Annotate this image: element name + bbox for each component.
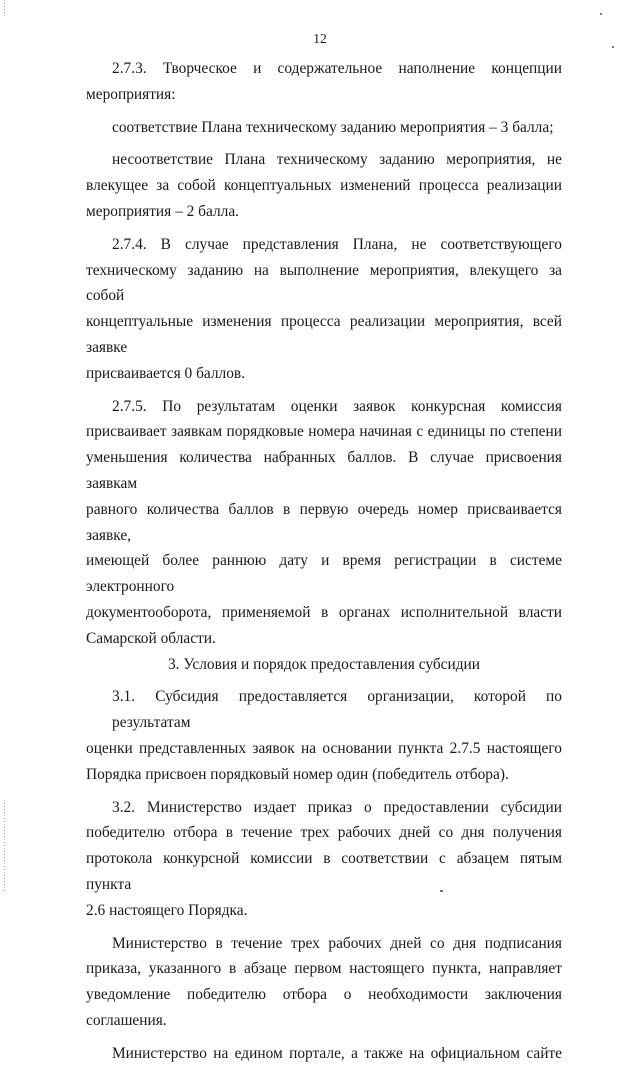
text-line: оценки представленных заявок на основании пункта 2.7.5 настоящего [86,739,562,757]
paragraph-2-7-3 [86,56,562,108]
text-line: Министерство на едином портале, а также на официальном сайте [112,1044,562,1062]
paragraph-3-1 [86,684,562,787]
text-line: документооборота, применяемой в органах исполнительной власти [86,603,562,621]
text-line: Самарской области. [86,629,216,647]
scan-speck [600,13,602,15]
paragraph-2-7-4 [86,232,562,387]
paragraph-compliance [112,115,562,141]
text-line: Министерство в течение трех рабочих дней со дня подписания [112,934,562,952]
text-line: соглашения. [86,1011,167,1029]
text-line: уведомление победителю отбора о необходимости заключения [86,986,562,1004]
text-line: 2.7.4. В случае представления Плана, не соответствующего [112,235,562,253]
text-line: победителю отбора в течение трех рабочих дней со дня получения [86,824,562,842]
text-line: 2.7.5. По результатам оценки заявок конкурсная комиссия [112,397,562,415]
scan-edge-mark-bottom [4,800,5,892]
text-line: несоответствие Плана техническому заданию мероприятия, не [112,151,562,169]
text-line: 2.7.3. Творческое и содержательное наполнение концепции [112,60,562,77]
text-line: присваивается 0 баллов. [86,364,246,382]
text-line: 2.6 настоящего Порядка. [86,901,248,919]
text-line: 3.1. Субсидия предоставляется организации, которой по результатам [112,688,562,732]
text-line: Порядка присвоен порядковый номер один (победитель отбора). [86,765,509,783]
scan-speck [612,46,614,48]
text-line: имеющей более раннюю дату и время регистрации в системе электронного [86,552,562,596]
text-line: мероприятия – 2 балла. [86,202,240,220]
text-line: протокола конкурсной комиссии в соответствии с абзацем пятым пункта [86,850,562,893]
paragraph-3-2-notification [86,931,562,1034]
text-line: приказа, указанного в абзаце первом настоящего пункта, направляет [86,960,562,978]
text-line: техническому заданию на выполнение мероприятия, влекущего за собой [86,261,562,305]
text-line: равного количества баллов в первую очередь номер присваивается заявке, [86,500,562,544]
text-line: влекущее за собой концептуальных изменений процесса реализации [86,177,562,195]
text-line: 3.2. Министерство издает приказ о предоставлении субсидии [112,798,562,816]
paragraph-3-2 [86,795,562,924]
text-line: присваивает заявкам порядковые номера начиная с единицы по степени [86,423,562,441]
scan-edge-mark-top [4,0,5,16]
document-body [86,56,562,1066]
section-heading: 3. Условия и порядок предоставления субсидии [167,655,481,673]
text-line: мероприятия: [86,85,176,103]
paragraph-noncompliance [86,147,562,224]
page-number: 12 [313,31,327,46]
paragraph-3-2-portal [112,1041,562,1066]
text-line: соответствие Плана техническому заданию мероприятия – 3 балла; [112,118,554,136]
paragraph-2-7-5 [86,394,562,652]
text-line: концептуальные изменения процесса реализации мероприятия, всей заявке [86,313,562,356]
text-line: уменьшения количества набранных баллов. В случае присвоения заявкам [86,449,562,492]
